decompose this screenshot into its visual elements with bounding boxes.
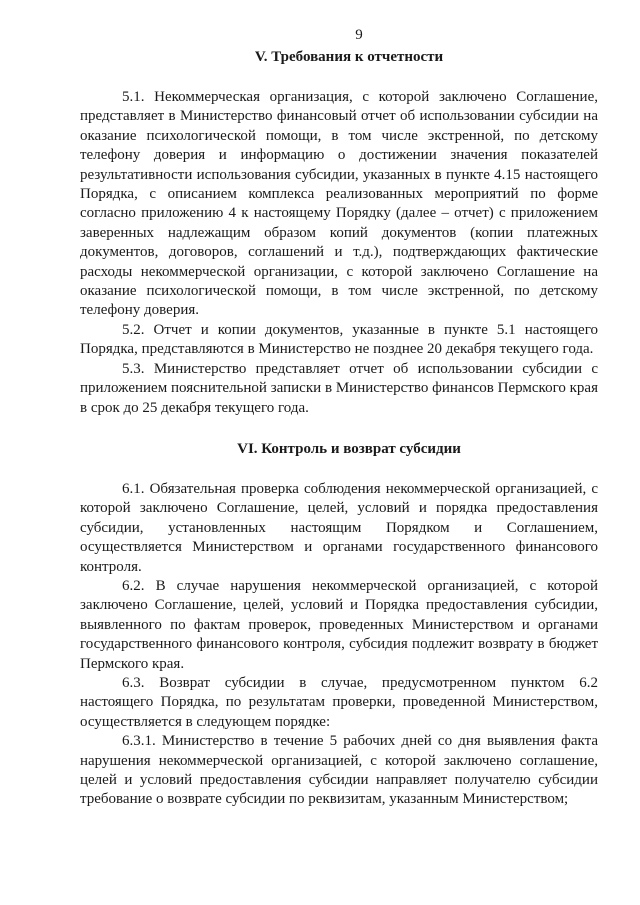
paragraph-6-2: 6.2. В случае нарушения некоммерческой организацией, с которой заключено Соглашение, целей, условий и Порядка предоставления субсидии, выявленного по фактам проверок, проведенных Министерством и органами государственного финансового контроля, субсидия подлежит возврату в бюджет Пермского края.	[80, 577, 598, 672]
section-title-control: VI. Контроль и возврат субсидии	[237, 440, 461, 457]
page-number: 9	[355, 27, 363, 43]
paragraph-5-1: 5.1. Некоммерческая организация, с которой заключено Соглашение, представляет в Министерство финансовый отчет об использовании субсидии на оказание психологической помощи, в том числе экстренной, по детскому телефону доверия и информацию о достижении значения показателей результативности использования субсидии, указанных в пункте 4.15 настоящего Порядка, с описанием комплекса реализованных мероприятий по форме согласно приложению 4 к настоящему Порядку (далее – отчет) с приложением заверенных надлежащим образом копий документов (копии платежных документов, договоров, соглашений и т.д.), подтверждающих фактические расходы некоммерческой организации, с которой заключено Соглашение на оказание психологической помощи, в том числе экстренной, по детскому телефону доверия.	[80, 89, 598, 319]
paragraph-6-3: 6.3. Возврат субсидии в случае, предусмотренном пунктом 6.2 настоящего Порядка, по результатам проверки, проведенной Министерством, осуществляется в следующем порядке:	[80, 674, 598, 730]
paragraph-5-2: 5.2. Отчет и копии документов, указанные в пункте 5.1 настоящего Порядка, представляются в Министерство не позднее 20 декабря текущего года.	[80, 321, 598, 358]
paragraph-6-1: 6.1. Обязательная проверка соблюдения некоммерческой организацией, с которой заключено Соглашение, целей, условий и порядка предоставления субсидии, установленных настоящим Порядком и Соглашением, осуществляется Министерством и органами государственного финансового контроля.	[80, 480, 598, 575]
paragraph-5-3: 5.3. Министерство представляет отчет об использовании субсидии с приложением пояснительной записки в Министерство финансов Пермского края в срок до 25 декабря текущего года.	[80, 360, 598, 416]
paragraph-6-3-1: 6.3.1. Министерство в течение 5 рабочих дней со дня выявления факта нарушения некоммерческой организацией, с которой заключено соглашение, целей и условий предоставления субсидии направляет получателю субсидии требование о возврате субсидии по реквизитам, указанным Министерством;	[80, 733, 598, 808]
section-title-reporting: V. Требования к отчетности	[254, 49, 444, 65]
